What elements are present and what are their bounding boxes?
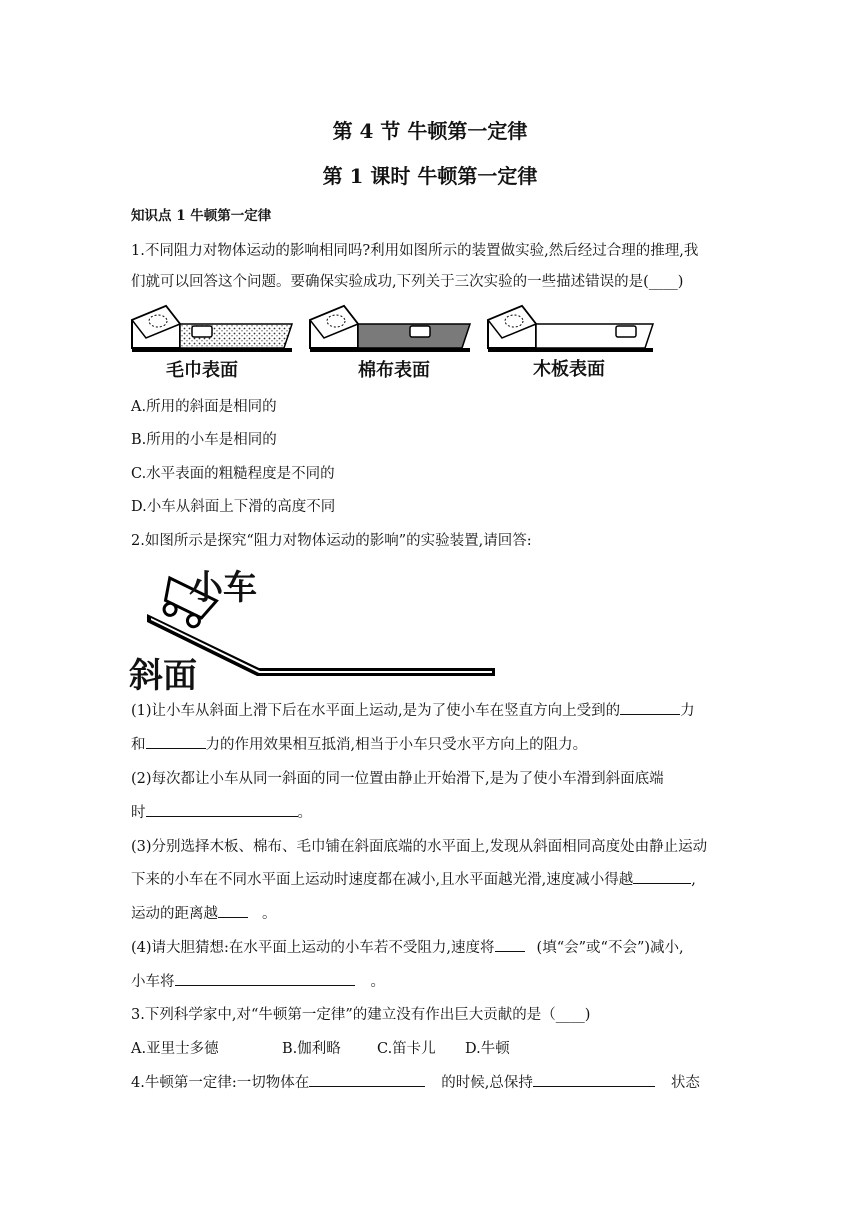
q2-part3-text-c: 运动的距离越 <box>131 906 218 922</box>
q3-option-c: C.笛卡儿 <box>377 1041 436 1057</box>
q1-option-c: C.水平表面的粗糙程度是不同的 <box>131 466 335 482</box>
answer-blank-9[interactable] <box>533 1072 655 1087</box>
q2-part1-line1 <box>131 699 695 720</box>
q2-part3-line1: (3)分别选择木板、棉布、毛巾铺在斜面底端的水平面上,发现从斜面相同高度处由静止运动 <box>131 839 708 855</box>
q4-text-a: 4.牛顿第一定律:一切物体在 <box>131 1075 310 1091</box>
q4-text-b: 的时候,总保持 <box>441 1075 533 1091</box>
lesson-title: 第 1 课时 牛顿第一定律 <box>322 164 538 188</box>
q4-text-c: 状态 <box>670 1075 700 1091</box>
answer-blank-8[interactable] <box>309 1072 425 1087</box>
q2-part1-text-a: (1)让小车从斜面上滑下后在水平面上运动,是为了使小车在竖直方向上受到的 <box>131 703 621 719</box>
q3-option-a: A.亚里士多德 <box>131 1041 219 1057</box>
q2-part3-text-b: , <box>691 872 696 888</box>
q1-option-b: B.所用的小车是相同的 <box>131 432 277 448</box>
q2-part4-text-a: (4)请大胆猜想:在水平面上运动的小车若不受阻力,速度将 <box>131 940 495 956</box>
q2-part4-text-b: (填“会”或“不会”)减小, <box>536 940 684 956</box>
q3-stem: 3.下列科学家中,对“牛顿第一定律”的建立没有作出巨大贡献的是（____) <box>131 1007 591 1023</box>
q1-option-a: A.所用的斜面是相同的 <box>131 399 277 415</box>
q2-part3-text-d: 。 <box>262 906 277 922</box>
q2-part2-text-b: 。 <box>297 805 312 821</box>
cotton-surface-setup <box>310 306 470 352</box>
label-car: 小车 <box>189 568 257 608</box>
q3-option-d: D.牛顿 <box>465 1041 510 1057</box>
q2-part1-line2 <box>131 733 587 754</box>
answer-blank-7[interactable] <box>175 971 355 986</box>
answer-blank-1[interactable] <box>620 700 680 715</box>
q2-figure-incline <box>127 560 499 696</box>
caption-wood: 木板表面 <box>533 359 605 380</box>
towel-surface-setup <box>132 306 292 352</box>
answer-blank-3[interactable] <box>146 802 298 817</box>
answer-blank-2[interactable] <box>146 734 206 749</box>
q2-part4-line1 <box>131 936 684 957</box>
q2-part1-text-d: 力的作用效果相互抵消,相当于小车只受水平方向上的阻力。 <box>205 737 588 753</box>
q2-part3-text-a: 下来的小车在不同水平面上运动时速度都在减小,且水平面越光滑,速度减小得越 <box>131 872 634 888</box>
q2-part1-text-b: 力 <box>680 703 695 719</box>
section-title: 第 4 节 牛顿第一定律 <box>332 119 528 143</box>
q3-option-b: B.伽利略 <box>282 1041 341 1057</box>
wood-surface-setup <box>488 306 653 352</box>
q2-part2-line2 <box>131 801 312 822</box>
q1-stem-line2: 们就可以回答这个问题。要确保实验成功,下列关于三次实验的一些描述错误的是(____) <box>131 274 684 290</box>
q2-part3-line3 <box>131 902 277 923</box>
q2-part4-text-c: 小车将 <box>131 974 175 990</box>
q2-part4-line2 <box>131 970 385 991</box>
q2-part2-line1: (2)每次都让小车从同一斜面的同一位置由静止开始滑下,是为了使小车滑到斜面底端 <box>131 771 664 787</box>
q2-part1-text-c: 和 <box>131 737 146 753</box>
caption-cotton: 棉布表面 <box>358 360 430 381</box>
q2-part2-text-a: 时 <box>131 805 146 821</box>
q2-part3-line2 <box>131 868 696 889</box>
q1-stem-line1: 1.不同阻力对物体运动的影响相同吗?利用如图所示的装置做实验,然后经过合理的推理,我 <box>131 243 699 259</box>
q2-part4-text-d: 。 <box>370 974 385 990</box>
q2-stem: 2.如图所示是探究“阻力对物体运动的影响”的实验装置,请回答: <box>131 533 532 549</box>
caption-towel: 毛巾表面 <box>166 360 238 381</box>
answer-blank-5[interactable] <box>218 903 248 918</box>
q1-option-d: D.小车从斜面上下滑的高度不同 <box>131 499 336 515</box>
label-slope: 斜面 <box>129 656 197 696</box>
q1-figure-three-surfaces <box>128 302 658 384</box>
answer-blank-4[interactable] <box>633 869 691 884</box>
knowledge-point-label: 知识点 1 牛顿第一定律 <box>131 208 272 224</box>
q4-line <box>131 1071 700 1092</box>
answer-blank-6[interactable] <box>495 937 525 952</box>
